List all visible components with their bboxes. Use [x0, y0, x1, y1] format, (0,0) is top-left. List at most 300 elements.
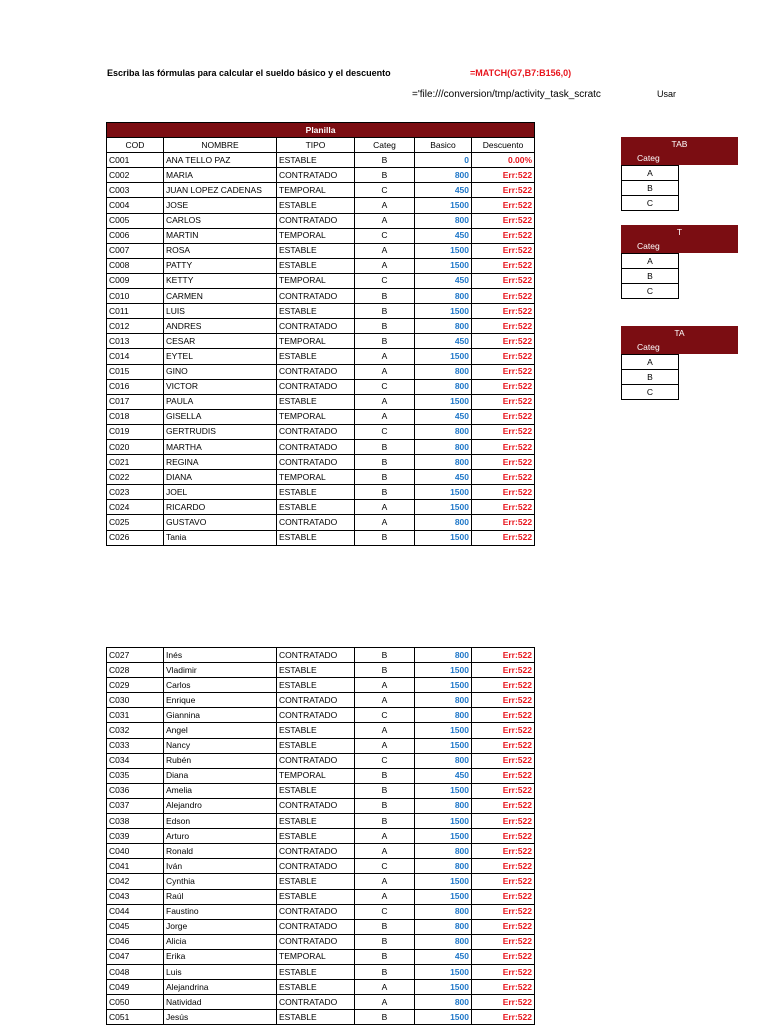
cell-descuento[interactable]: Err:522	[472, 934, 535, 949]
cell-tipo[interactable]: ESTABLE	[277, 198, 355, 213]
cell-basico[interactable]: 1500	[415, 738, 472, 753]
cell-cod[interactable]: C027	[107, 648, 164, 663]
cell-cod[interactable]: C051	[107, 1010, 164, 1025]
cell-cod[interactable]: C007	[107, 243, 164, 258]
cell-basico[interactable]: 450	[415, 949, 472, 964]
cell-categ[interactable]: B	[355, 949, 415, 964]
cell-cod[interactable]: C031	[107, 708, 164, 723]
cell-tipo[interactable]: CONTRATADO	[277, 904, 355, 919]
cell-cod[interactable]: C008	[107, 258, 164, 273]
cell-basico[interactable]: 800	[415, 904, 472, 919]
cell-basico[interactable]: 800	[415, 319, 472, 334]
cell-tipo[interactable]: CONTRATADO	[277, 439, 355, 454]
cell-descuento[interactable]: Err:522	[472, 995, 535, 1010]
cell-tipo[interactable]: CONTRATADO	[277, 424, 355, 439]
cell-descuento[interactable]: Err:522	[472, 783, 535, 798]
cell-cod[interactable]: C019	[107, 424, 164, 439]
lookup-table-cell[interactable]: B	[621, 370, 679, 385]
cell-descuento[interactable]: Err:522	[472, 485, 535, 500]
cell-tipo[interactable]: ESTABLE	[277, 304, 355, 319]
cell-nombre[interactable]: Nancy	[164, 738, 277, 753]
cell-nombre[interactable]: Rubén	[164, 753, 277, 768]
cell-basico[interactable]: 1500	[415, 678, 472, 693]
cell-descuento[interactable]: Err:522	[472, 334, 535, 349]
file-reference-cell[interactable]: ='file:///conversion/tmp/activity_task_scratc	[412, 89, 601, 100]
cell-cod[interactable]: C039	[107, 829, 164, 844]
cell-tipo[interactable]: TEMPORAL	[277, 334, 355, 349]
cell-nombre[interactable]: Arturo	[164, 829, 277, 844]
cell-cod[interactable]: C038	[107, 814, 164, 829]
cell-tipo[interactable]: CONTRATADO	[277, 515, 355, 530]
cell-nombre[interactable]: Luis	[164, 964, 277, 979]
cell-nombre[interactable]: GUSTAVO	[164, 515, 277, 530]
cell-descuento[interactable]: Err:522	[472, 319, 535, 334]
cell-basico[interactable]: 450	[415, 409, 472, 424]
cell-cod[interactable]: C046	[107, 934, 164, 949]
cell-basico[interactable]: 800	[415, 753, 472, 768]
cell-categ[interactable]: C	[355, 379, 415, 394]
cell-basico[interactable]: 800	[415, 648, 472, 663]
cell-cod[interactable]: C002	[107, 168, 164, 183]
cell-cod[interactable]: C005	[107, 213, 164, 228]
cell-categ[interactable]: B	[355, 168, 415, 183]
cell-basico[interactable]: 450	[415, 228, 472, 243]
cell-cod[interactable]: C048	[107, 964, 164, 979]
cell-basico[interactable]: 800	[415, 168, 472, 183]
cell-basico[interactable]: 0	[415, 153, 472, 168]
cell-basico[interactable]: 800	[415, 213, 472, 228]
cell-basico[interactable]: 800	[415, 693, 472, 708]
cell-nombre[interactable]: Iván	[164, 859, 277, 874]
cell-nombre[interactable]: CESAR	[164, 334, 277, 349]
cell-cod[interactable]: C024	[107, 500, 164, 515]
cell-cod[interactable]: C009	[107, 273, 164, 288]
cell-categ[interactable]: B	[355, 334, 415, 349]
cell-nombre[interactable]: GERTRUDIS	[164, 424, 277, 439]
cell-nombre[interactable]: Giannina	[164, 708, 277, 723]
cell-tipo[interactable]: ESTABLE	[277, 349, 355, 364]
cell-basico[interactable]: 450	[415, 334, 472, 349]
cell-tipo[interactable]: TEMPORAL	[277, 470, 355, 485]
cell-categ[interactable]: A	[355, 409, 415, 424]
cell-tipo[interactable]: CONTRATADO	[277, 379, 355, 394]
cell-cod[interactable]: C034	[107, 753, 164, 768]
cell-nombre[interactable]: DIANA	[164, 470, 277, 485]
lookup-table-cell[interactable]: C	[621, 196, 679, 211]
cell-descuento[interactable]: Err:522	[472, 829, 535, 844]
cell-cod[interactable]: C004	[107, 198, 164, 213]
cell-descuento[interactable]: Err:522	[472, 258, 535, 273]
cell-cod[interactable]: C028	[107, 663, 164, 678]
cell-nombre[interactable]: MARTIN	[164, 228, 277, 243]
cell-descuento[interactable]: Err:522	[472, 919, 535, 934]
cell-tipo[interactable]: CONTRATADO	[277, 995, 355, 1010]
cell-nombre[interactable]: Carlos	[164, 678, 277, 693]
cell-descuento[interactable]: Err:522	[472, 859, 535, 874]
cell-basico[interactable]: 450	[415, 273, 472, 288]
cell-tipo[interactable]: ESTABLE	[277, 243, 355, 258]
cell-descuento[interactable]: Err:522	[472, 168, 535, 183]
cell-tipo[interactable]: CONTRATADO	[277, 364, 355, 379]
cell-categ[interactable]: B	[355, 289, 415, 304]
cell-basico[interactable]: 800	[415, 515, 472, 530]
cell-basico[interactable]: 1500	[415, 349, 472, 364]
cell-categ[interactable]: B	[355, 1010, 415, 1025]
cell-basico[interactable]: 1500	[415, 530, 472, 545]
cell-cod[interactable]: C022	[107, 470, 164, 485]
cell-categ[interactable]: A	[355, 515, 415, 530]
cell-nombre[interactable]: ANA TELLO PAZ	[164, 153, 277, 168]
cell-nombre[interactable]: Amelia	[164, 783, 277, 798]
cell-basico[interactable]: 800	[415, 919, 472, 934]
cell-descuento[interactable]: Err:522	[472, 409, 535, 424]
cell-tipo[interactable]: CONTRATADO	[277, 168, 355, 183]
cell-tipo[interactable]: TEMPORAL	[277, 768, 355, 783]
lookup-table-cell[interactable]: A	[621, 165, 679, 181]
cell-cod[interactable]: C032	[107, 723, 164, 738]
cell-nombre[interactable]: PAULA	[164, 394, 277, 409]
cell-categ[interactable]: A	[355, 889, 415, 904]
cell-tipo[interactable]: ESTABLE	[277, 258, 355, 273]
cell-cod[interactable]: C020	[107, 439, 164, 454]
cell-cod[interactable]: C040	[107, 844, 164, 859]
cell-basico[interactable]: 1500	[415, 394, 472, 409]
cell-tipo[interactable]: ESTABLE	[277, 394, 355, 409]
cell-basico[interactable]: 800	[415, 379, 472, 394]
cell-descuento[interactable]: Err:522	[472, 753, 535, 768]
cell-tipo[interactable]: ESTABLE	[277, 738, 355, 753]
cell-categ[interactable]: C	[355, 904, 415, 919]
cell-categ[interactable]: A	[355, 198, 415, 213]
cell-cod[interactable]: C042	[107, 874, 164, 889]
cell-tipo[interactable]: ESTABLE	[277, 829, 355, 844]
cell-tipo[interactable]: ESTABLE	[277, 874, 355, 889]
cell-tipo[interactable]: TEMPORAL	[277, 409, 355, 424]
cell-basico[interactable]: 800	[415, 708, 472, 723]
cell-categ[interactable]: B	[355, 648, 415, 663]
cell-tipo[interactable]: TEMPORAL	[277, 273, 355, 288]
cell-cod[interactable]: C021	[107, 455, 164, 470]
lookup-table-cell[interactable]: C	[621, 385, 679, 400]
cell-descuento[interactable]: 0.00%	[472, 153, 535, 168]
cell-basico[interactable]: 800	[415, 364, 472, 379]
cell-descuento[interactable]: Err:522	[472, 455, 535, 470]
cell-categ[interactable]: A	[355, 829, 415, 844]
cell-categ[interactable]: C	[355, 183, 415, 198]
cell-basico[interactable]: 800	[415, 995, 472, 1010]
cell-cod[interactable]: C003	[107, 183, 164, 198]
cell-categ[interactable]: B	[355, 934, 415, 949]
cell-descuento[interactable]: Err:522	[472, 693, 535, 708]
cell-descuento[interactable]: Err:522	[472, 798, 535, 813]
cell-nombre[interactable]: Alejandro	[164, 798, 277, 813]
cell-descuento[interactable]: Err:522	[472, 949, 535, 964]
cell-nombre[interactable]: Edson	[164, 814, 277, 829]
cell-tipo[interactable]: ESTABLE	[277, 964, 355, 979]
cell-nombre[interactable]: Jorge	[164, 919, 277, 934]
cell-descuento[interactable]: Err:522	[472, 364, 535, 379]
cell-descuento[interactable]: Err:522	[472, 273, 535, 288]
cell-cod[interactable]: C013	[107, 334, 164, 349]
cell-descuento[interactable]: Err:522	[472, 470, 535, 485]
cell-basico[interactable]: 800	[415, 844, 472, 859]
cell-nombre[interactable]: JOSE	[164, 198, 277, 213]
lookup-table-cell[interactable]: B	[621, 269, 679, 284]
cell-basico[interactable]: 450	[415, 470, 472, 485]
cell-descuento[interactable]: Err:522	[472, 304, 535, 319]
cell-basico[interactable]: 1500	[415, 814, 472, 829]
cell-nombre[interactable]: Alejandrina	[164, 980, 277, 995]
cell-tipo[interactable]: CONTRATADO	[277, 798, 355, 813]
cell-tipo[interactable]: ESTABLE	[277, 678, 355, 693]
cell-cod[interactable]: C041	[107, 859, 164, 874]
cell-basico[interactable]: 800	[415, 934, 472, 949]
cell-categ[interactable]: B	[355, 663, 415, 678]
cell-cod[interactable]: C030	[107, 693, 164, 708]
cell-categ[interactable]: B	[355, 485, 415, 500]
cell-basico[interactable]: 800	[415, 289, 472, 304]
cell-cod[interactable]: C025	[107, 515, 164, 530]
cell-nombre[interactable]: JOEL	[164, 485, 277, 500]
cell-categ[interactable]: C	[355, 859, 415, 874]
cell-nombre[interactable]: EYTEL	[164, 349, 277, 364]
cell-cod[interactable]: C018	[107, 409, 164, 424]
cell-tipo[interactable]: CONTRATADO	[277, 753, 355, 768]
cell-categ[interactable]: B	[355, 768, 415, 783]
cell-cod[interactable]: C036	[107, 783, 164, 798]
cell-descuento[interactable]: Err:522	[472, 500, 535, 515]
cell-basico[interactable]: 1500	[415, 980, 472, 995]
cell-tipo[interactable]: ESTABLE	[277, 663, 355, 678]
cell-nombre[interactable]: CARMEN	[164, 289, 277, 304]
cell-descuento[interactable]: Err:522	[472, 814, 535, 829]
cell-nombre[interactable]: JUAN LOPEZ CADENAS	[164, 183, 277, 198]
cell-basico[interactable]: 800	[415, 455, 472, 470]
cell-basico[interactable]: 450	[415, 183, 472, 198]
cell-tipo[interactable]: ESTABLE	[277, 814, 355, 829]
cell-descuento[interactable]: Err:522	[472, 530, 535, 545]
cell-descuento[interactable]: Err:522	[472, 964, 535, 979]
cell-tipo[interactable]: TEMPORAL	[277, 183, 355, 198]
cell-tipo[interactable]: ESTABLE	[277, 783, 355, 798]
cell-categ[interactable]: B	[355, 455, 415, 470]
cell-descuento[interactable]: Err:522	[472, 678, 535, 693]
cell-nombre[interactable]: RICARDO	[164, 500, 277, 515]
cell-cod[interactable]: C012	[107, 319, 164, 334]
cell-basico[interactable]: 1500	[415, 243, 472, 258]
cell-cod[interactable]: C050	[107, 995, 164, 1010]
cell-nombre[interactable]: GINO	[164, 364, 277, 379]
cell-cod[interactable]: C037	[107, 798, 164, 813]
cell-cod[interactable]: C044	[107, 904, 164, 919]
cell-cod[interactable]: C035	[107, 768, 164, 783]
cell-descuento[interactable]: Err:522	[472, 394, 535, 409]
cell-tipo[interactable]: CONTRATADO	[277, 934, 355, 949]
cell-basico[interactable]: 1500	[415, 500, 472, 515]
cell-tipo[interactable]: CONTRATADO	[277, 693, 355, 708]
cell-basico[interactable]: 1500	[415, 663, 472, 678]
cell-categ[interactable]: A	[355, 349, 415, 364]
lookup-table-cell[interactable]: B	[621, 181, 679, 196]
cell-nombre[interactable]: GISELLA	[164, 409, 277, 424]
lookup-table-cell[interactable]: A	[621, 253, 679, 269]
cell-descuento[interactable]: Err:522	[472, 183, 535, 198]
cell-basico[interactable]: 450	[415, 768, 472, 783]
cell-tipo[interactable]: ESTABLE	[277, 889, 355, 904]
cell-descuento[interactable]: Err:522	[472, 904, 535, 919]
cell-basico[interactable]: 1500	[415, 889, 472, 904]
cell-categ[interactable]: A	[355, 258, 415, 273]
cell-descuento[interactable]: Err:522	[472, 213, 535, 228]
cell-nombre[interactable]: MARTHA	[164, 439, 277, 454]
cell-categ[interactable]: C	[355, 228, 415, 243]
cell-categ[interactable]: A	[355, 738, 415, 753]
cell-descuento[interactable]: Err:522	[472, 439, 535, 454]
cell-categ[interactable]: A	[355, 980, 415, 995]
lookup-table-cell[interactable]: C	[621, 284, 679, 299]
cell-cod[interactable]: C049	[107, 980, 164, 995]
cell-tipo[interactable]: ESTABLE	[277, 485, 355, 500]
cell-nombre[interactable]: Cynthia	[164, 874, 277, 889]
cell-nombre[interactable]: Angel	[164, 723, 277, 738]
cell-cod[interactable]: C043	[107, 889, 164, 904]
cell-descuento[interactable]: Err:522	[472, 289, 535, 304]
cell-categ[interactable]: B	[355, 798, 415, 813]
cell-tipo[interactable]: ESTABLE	[277, 153, 355, 168]
cell-nombre[interactable]: Alicia	[164, 934, 277, 949]
cell-descuento[interactable]: Err:522	[472, 844, 535, 859]
cell-categ[interactable]: C	[355, 753, 415, 768]
cell-basico[interactable]: 1500	[415, 964, 472, 979]
cell-categ[interactable]: A	[355, 500, 415, 515]
cell-nombre[interactable]: LUIS	[164, 304, 277, 319]
cell-nombre[interactable]: Enrique	[164, 693, 277, 708]
cell-categ[interactable]: B	[355, 470, 415, 485]
cell-tipo[interactable]: CONTRATADO	[277, 919, 355, 934]
cell-cod[interactable]: C047	[107, 949, 164, 964]
cell-cod[interactable]: C026	[107, 530, 164, 545]
cell-nombre[interactable]: VICTOR	[164, 379, 277, 394]
cell-basico[interactable]: 800	[415, 798, 472, 813]
cell-categ[interactable]: A	[355, 213, 415, 228]
cell-cod[interactable]: C001	[107, 153, 164, 168]
cell-categ[interactable]: B	[355, 530, 415, 545]
cell-descuento[interactable]: Err:522	[472, 648, 535, 663]
cell-categ[interactable]: A	[355, 678, 415, 693]
cell-tipo[interactable]: CONTRATADO	[277, 455, 355, 470]
cell-categ[interactable]: C	[355, 708, 415, 723]
cell-nombre[interactable]: Tania	[164, 530, 277, 545]
cell-nombre[interactable]: Faustino	[164, 904, 277, 919]
cell-descuento[interactable]: Err:522	[472, 198, 535, 213]
cell-nombre[interactable]: Natividad	[164, 995, 277, 1010]
cell-nombre[interactable]: CARLOS	[164, 213, 277, 228]
cell-nombre[interactable]: KETTY	[164, 273, 277, 288]
cell-nombre[interactable]: Raúl	[164, 889, 277, 904]
cell-cod[interactable]: C017	[107, 394, 164, 409]
cell-categ[interactable]: A	[355, 243, 415, 258]
cell-basico[interactable]: 800	[415, 424, 472, 439]
cell-nombre[interactable]: MARIA	[164, 168, 277, 183]
cell-nombre[interactable]: Inés	[164, 648, 277, 663]
cell-basico[interactable]: 1500	[415, 198, 472, 213]
cell-categ[interactable]: A	[355, 874, 415, 889]
cell-categ[interactable]: B	[355, 964, 415, 979]
cell-categ[interactable]: A	[355, 723, 415, 738]
cell-basico[interactable]: 800	[415, 439, 472, 454]
cell-categ[interactable]: B	[355, 814, 415, 829]
cell-descuento[interactable]: Err:522	[472, 1010, 535, 1025]
cell-categ[interactable]: A	[355, 995, 415, 1010]
lookup-table-cell[interactable]: A	[621, 354, 679, 370]
cell-descuento[interactable]: Err:522	[472, 379, 535, 394]
cell-descuento[interactable]: Err:522	[472, 889, 535, 904]
cell-tipo[interactable]: ESTABLE	[277, 723, 355, 738]
cell-tipo[interactable]: ESTABLE	[277, 1010, 355, 1025]
cell-categ[interactable]: B	[355, 439, 415, 454]
cell-cod[interactable]: C033	[107, 738, 164, 753]
cell-tipo[interactable]: CONTRATADO	[277, 289, 355, 304]
cell-nombre[interactable]: Jesús	[164, 1010, 277, 1025]
cell-nombre[interactable]: ROSA	[164, 243, 277, 258]
cell-nombre[interactable]: Diana	[164, 768, 277, 783]
cell-basico[interactable]: 1500	[415, 258, 472, 273]
cell-cod[interactable]: C015	[107, 364, 164, 379]
cell-nombre[interactable]: Erika	[164, 949, 277, 964]
cell-descuento[interactable]: Err:522	[472, 515, 535, 530]
cell-cod[interactable]: C011	[107, 304, 164, 319]
cell-categ[interactable]: B	[355, 783, 415, 798]
cell-categ[interactable]: B	[355, 319, 415, 334]
cell-cod[interactable]: C014	[107, 349, 164, 364]
cell-nombre[interactable]: REGINA	[164, 455, 277, 470]
cell-descuento[interactable]: Err:522	[472, 768, 535, 783]
cell-cod[interactable]: C023	[107, 485, 164, 500]
cell-basico[interactable]: 1500	[415, 304, 472, 319]
cell-cod[interactable]: C029	[107, 678, 164, 693]
cell-tipo[interactable]: TEMPORAL	[277, 228, 355, 243]
cell-tipo[interactable]: CONTRATADO	[277, 708, 355, 723]
cell-cod[interactable]: C045	[107, 919, 164, 934]
cell-basico[interactable]: 1500	[415, 783, 472, 798]
cell-categ[interactable]: C	[355, 424, 415, 439]
cell-cod[interactable]: C010	[107, 289, 164, 304]
cell-descuento[interactable]: Err:522	[472, 874, 535, 889]
cell-tipo[interactable]: CONTRATADO	[277, 319, 355, 334]
cell-categ[interactable]: C	[355, 273, 415, 288]
cell-descuento[interactable]: Err:522	[472, 723, 535, 738]
cell-basico[interactable]: 1500	[415, 485, 472, 500]
cell-cod[interactable]: C016	[107, 379, 164, 394]
cell-nombre[interactable]: ANDRES	[164, 319, 277, 334]
cell-tipo[interactable]: CONTRATADO	[277, 859, 355, 874]
cell-tipo[interactable]: CONTRATADO	[277, 844, 355, 859]
cell-basico[interactable]: 1500	[415, 1010, 472, 1025]
cell-basico[interactable]: 800	[415, 859, 472, 874]
cell-basico[interactable]: 1500	[415, 723, 472, 738]
cell-tipo[interactable]: CONTRATADO	[277, 213, 355, 228]
cell-descuento[interactable]: Err:522	[472, 424, 535, 439]
cell-tipo[interactable]: TEMPORAL	[277, 949, 355, 964]
cell-nombre[interactable]: PATTY	[164, 258, 277, 273]
cell-categ[interactable]: A	[355, 394, 415, 409]
cell-basico[interactable]: 1500	[415, 829, 472, 844]
cell-tipo[interactable]: ESTABLE	[277, 530, 355, 545]
cell-cod[interactable]: C006	[107, 228, 164, 243]
cell-descuento[interactable]: Err:522	[472, 663, 535, 678]
cell-nombre[interactable]: Vladimir	[164, 663, 277, 678]
cell-nombre[interactable]: Ronald	[164, 844, 277, 859]
